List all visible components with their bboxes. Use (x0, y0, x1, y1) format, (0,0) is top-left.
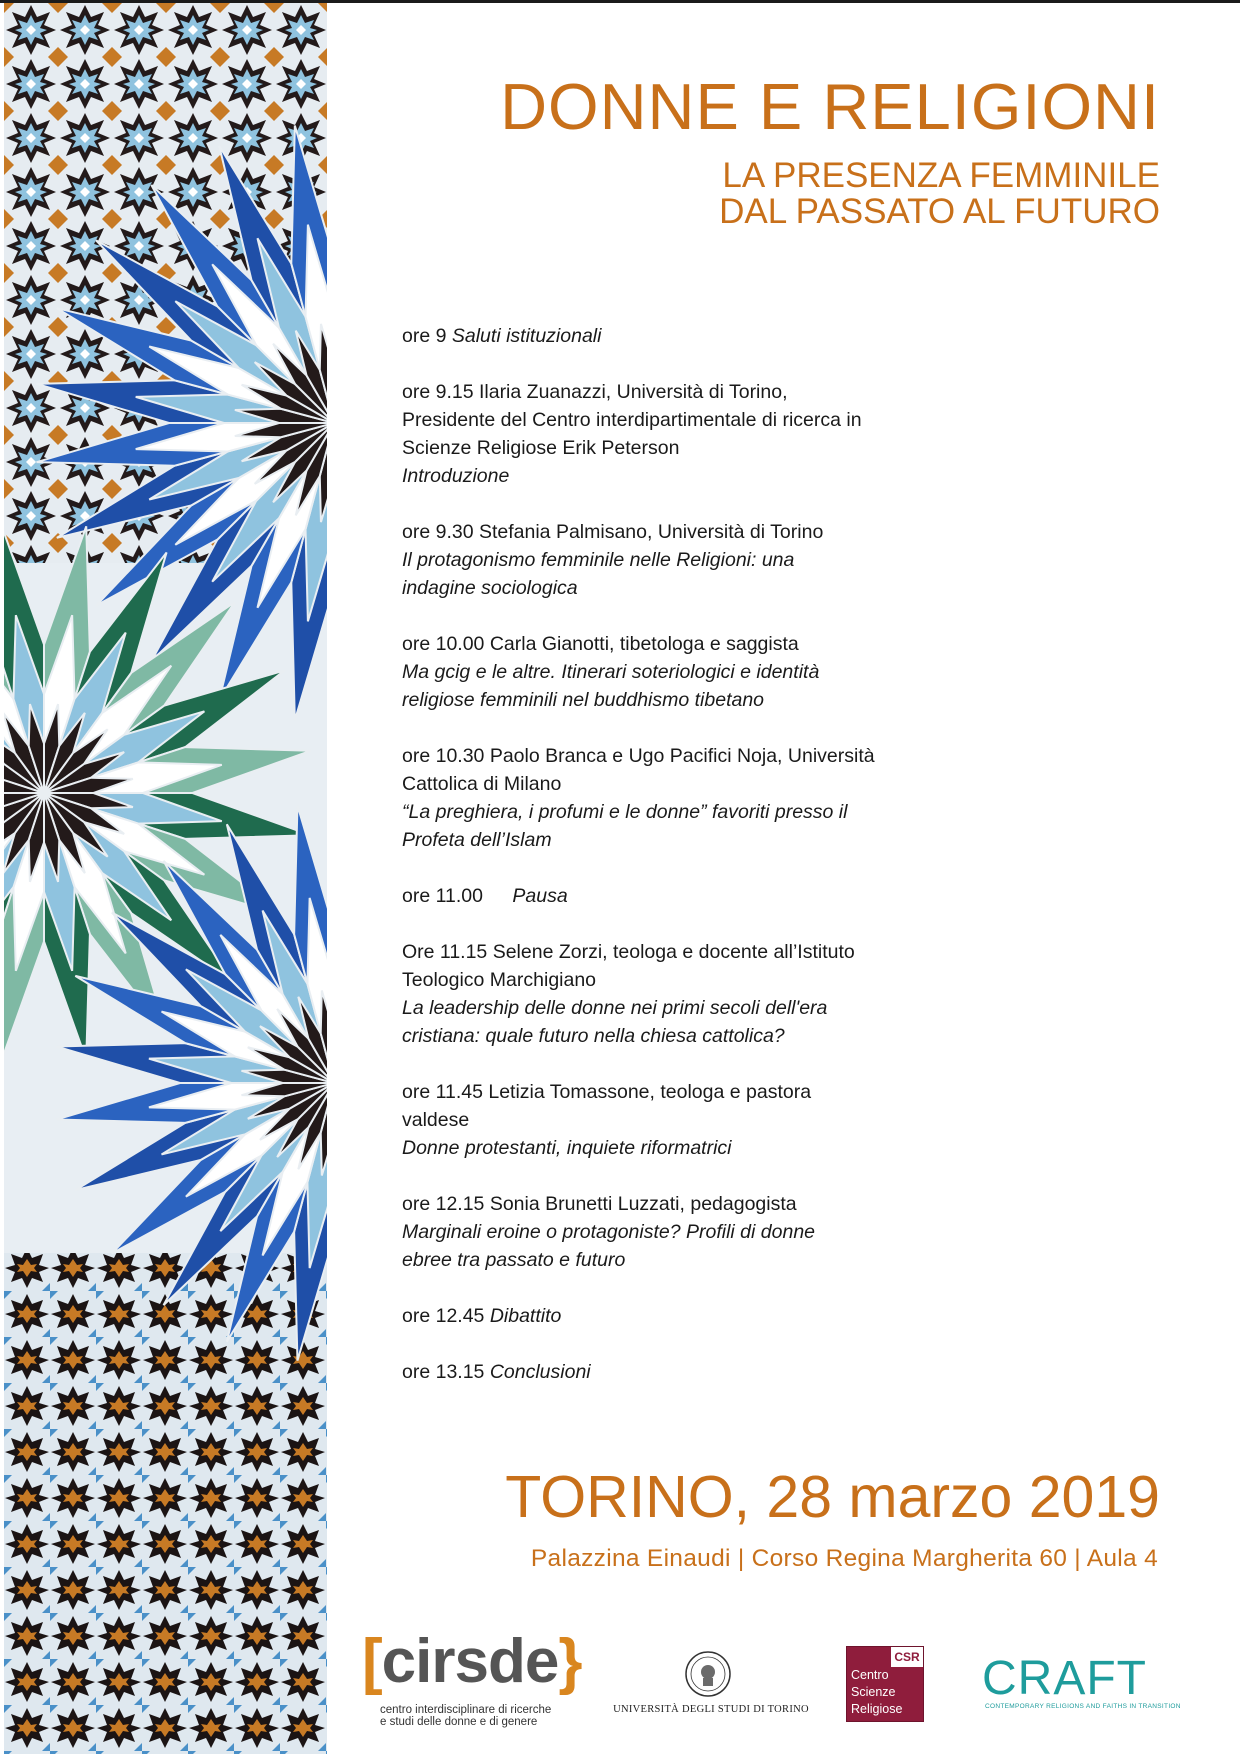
speaker-line: Cattolica di Milano (402, 773, 562, 795)
poster-title: DONNE E RELIGIONI (500, 70, 1160, 143)
talk-title: Marginali eroine o protagoniste? Profili di donne (402, 1221, 816, 1243)
craft-wordmark: CRAFT (982, 1652, 1147, 1705)
cirsde-subtitle (380, 1704, 610, 1728)
schedule-item (402, 938, 908, 1050)
speaker-line: Ore 11.15 Selene Zorzi, teologa e docente all’Istituto (402, 941, 855, 963)
schedule-title: Dibattito (489, 1305, 562, 1327)
csr-logo (846, 1646, 924, 1722)
schedule-item (402, 630, 908, 714)
subtitle-line: DAL PASSATO AL FUTURO (719, 192, 1160, 231)
speaker-line: Teologico Marchigiano (402, 969, 597, 991)
unito-logo (606, 1650, 816, 1720)
talk-title: religiose femminili nel buddhismo tibetano (402, 689, 765, 711)
schedule-time: ore 12.45 (402, 1305, 485, 1327)
speaker-line: ore 9.30 Stefania Palmisano, Università di Torino (402, 521, 824, 543)
schedule-line (402, 322, 908, 350)
schedule-line (402, 882, 908, 910)
cirsde-word: cirsde (381, 1627, 559, 1696)
event-city-date: TORINO, 28 marzo 2019 (505, 1464, 1160, 1530)
schedule-line (402, 1358, 908, 1386)
subtitle-line: LA PRESENZA FEMMINILE (722, 156, 1160, 195)
csr-label-line: Centro (851, 1668, 889, 1682)
speaker-line: ore 9.15 Ilaria Zuanazzi, Università di Torino, (402, 381, 788, 403)
talk-title: La leadership delle donne nei primi secoli dell'era (402, 997, 828, 1019)
talk-title: Profeta dell’Islam (402, 829, 552, 851)
schedule-item (402, 322, 908, 350)
talk-title: Introduzione (402, 465, 510, 487)
speaker-line: valdese (402, 1109, 470, 1131)
program-schedule (402, 322, 908, 1414)
cirsde-subtitle-line: centro interdisciplinare di ricerche (380, 1704, 552, 1716)
schedule-title: Saluti istituzionali (451, 325, 602, 347)
schedule-item (402, 518, 908, 602)
speaker-line: Scienze Religiose Erik Peterson (402, 437, 680, 459)
mosaic-tile-image (4, 3, 327, 1754)
schedule-time: ore 13.15 (402, 1361, 485, 1383)
mosaic-pattern (4, 3, 327, 1754)
schedule-item (402, 882, 908, 910)
unito-name: UNIVERSITÀ DEGLI STUDI DI TORINO (613, 1704, 809, 1715)
schedule-time: ore 9 (402, 325, 447, 347)
schedule-item (402, 1358, 908, 1386)
csr-label-line: Scienze (851, 1685, 896, 1699)
talk-title: cristiana: quale futuro nella chiesa cattolica? (402, 1025, 785, 1047)
schedule-item (402, 378, 908, 490)
schedule-title: Conclusioni (489, 1361, 591, 1383)
schedule-item (402, 1302, 908, 1330)
craft-subtitle: CONTEMPORARY RELIGIONS AND FAITHS IN TRANSITION (985, 1703, 1181, 1710)
cirsde-subtitle-line: e studi delle donne e di genere (380, 1716, 538, 1728)
schedule-time: ore 11.00 (402, 885, 483, 907)
cirsde-bracket-open: [ (362, 1627, 382, 1696)
talk-title: Il protagonismo femminile nelle Religioni: una (402, 549, 795, 571)
csr-label (851, 1667, 902, 1718)
event-venue: Palazzina Einaudi | Corso Regina Margherita 60 | Aula 4 (530, 1545, 1158, 1572)
speaker-line: ore 10.00 Carla Gianotti, tibetologa e saggista (402, 633, 799, 655)
speaker-line: ore 11.45 Letizia Tomassone, teologa e pastora (402, 1081, 812, 1103)
schedule-item (402, 1078, 908, 1162)
talk-title: Ma gcig e le altre. Itinerari soteriologici e identità (402, 661, 820, 683)
cirsde-logo (362, 1627, 598, 1730)
schedule-line (402, 1302, 908, 1330)
speaker-line: ore 12.15 Sonia Brunetti Luzzati, pedagogista (402, 1193, 797, 1215)
talk-title: Donne protestanti, inquiete riformatrici (402, 1137, 732, 1159)
csr-badge: CSR (891, 1647, 923, 1667)
university-seal-icon (684, 1650, 732, 1698)
csr-label-line: Religiose (851, 1702, 903, 1716)
speaker-line: ore 10.30 Paolo Branca e Ugo Pacifici Noja, Università (402, 745, 875, 767)
schedule-item (402, 1190, 908, 1274)
talk-title: indagine sociologica (402, 577, 578, 599)
speaker-line: Presidente del Centro interdipartimentale di ricerca in (402, 409, 862, 431)
talk-title: ebree tra passato e futuro (402, 1249, 626, 1271)
poster-subtitle (719, 158, 1160, 230)
schedule-title: Pausa (512, 885, 568, 907)
craft-logo (982, 1652, 1181, 1715)
cirsde-wordmark (362, 1626, 581, 1697)
talk-title: “La preghiera, i profumi e le donne” favoriti presso il (402, 801, 848, 823)
cirsde-bracket-close: } (558, 1627, 582, 1696)
schedule-item (402, 742, 908, 854)
